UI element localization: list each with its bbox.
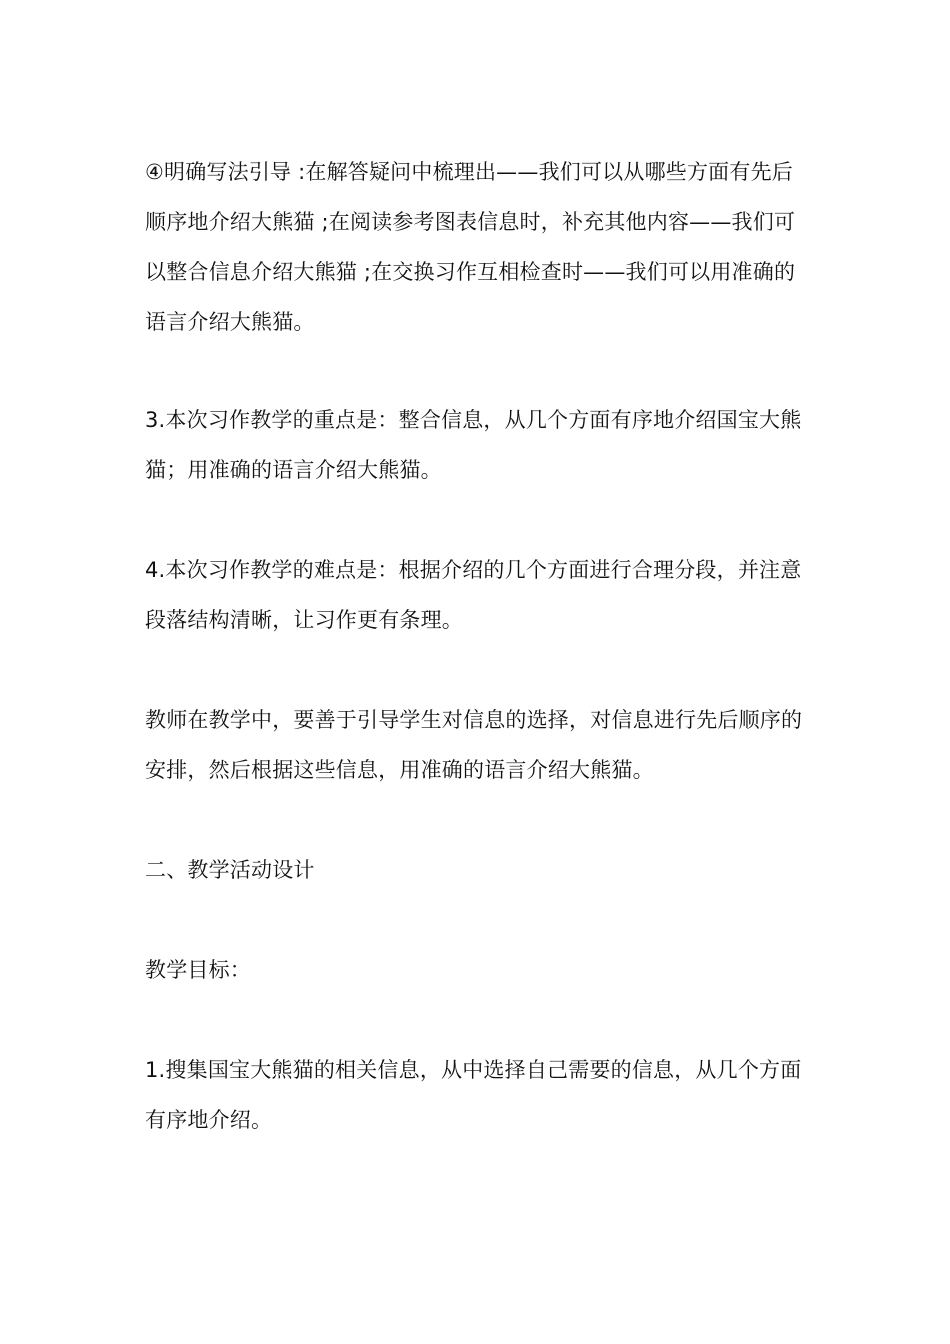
paragraph-difficulty: 4.本次习作教学的难点是：根据介绍的几个方面进行合理分段，并注意段落结构清晰，让习作更有条理。 — [145, 558, 802, 632]
paragraph-teacher-note: 教师在教学中，要善于引导学生对信息的选择，对信息进行先后顺序的安排，然后根据这些信息，用准确的语言介绍大熊猫。 — [145, 708, 803, 782]
objectives-label: 教学目标： — [145, 958, 251, 982]
paragraph-key-point: 3.本次习作教学的重点是：整合信息，从几个方面有序地介绍国宝大熊猫；用准确的语言介绍大熊猫。 — [145, 408, 802, 482]
section-heading: 二、教学活动设计 — [145, 858, 315, 882]
objective-item-1: 1.搜集国宝大熊猫的相关信息，从中选择自己需要的信息，从几个方面有序地介绍。 — [145, 1058, 802, 1132]
paragraph-writing-guidance: ④明确写法引导 :在解答疑问中梳理出——我们可以从哪些方面有先后顺序地介绍大熊猫 ;在阅读参考图表信息时，补充其他内容——我们可以整合信息介绍大熊猫 ;在交换习作互相检查时——我们可以用准确的语言介绍大熊猫。 — [145, 160, 796, 334]
